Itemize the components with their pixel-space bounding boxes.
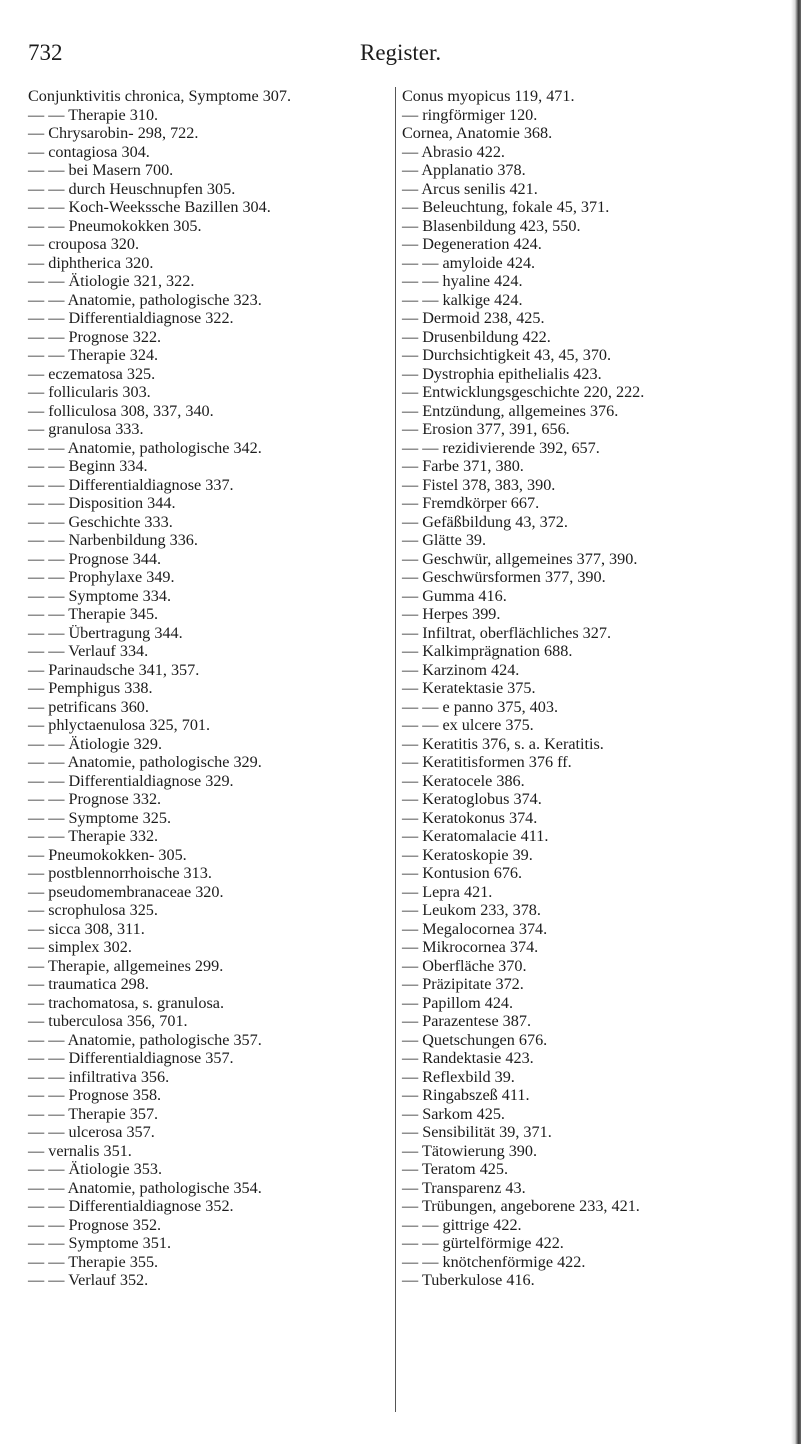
index-entry: — Farbe 371, 380. [402,457,782,476]
index-entry: — — Beginn 334. [28,457,393,476]
index-entry: — — durch Heuschnupfen 305. [28,180,393,199]
index-entry: — — Differentialdiagnose 322. [28,309,393,328]
index-entry: — Keratektasie 375. [402,679,782,698]
index-entry: — — Prognose 322. [28,328,393,347]
index-entry: — Kontusion 676. [402,864,782,883]
index-entry: — Erosion 377, 391, 656. [402,420,782,439]
index-entry: — — gürtelförmige 422. [402,1234,782,1253]
index-entry: — follicularis 303. [28,383,393,402]
index-entry: — Randektasie 423. [402,1049,782,1068]
index-entry: — petrificans 360. [28,698,393,717]
index-entry: — crouposa 320. [28,235,393,254]
index-entry: — Mikrocornea 374. [402,938,782,957]
index-entry: — — Differentialdiagnose 352. [28,1197,393,1216]
index-entry: — Geschwür, allgemeines 377, 390. [402,550,782,569]
index-entry: — — knötchenförmige 422. [402,1253,782,1272]
index-column-right [402,87,782,1290]
index-entry: — tuberculosa 356, 701. [28,1012,393,1031]
index-entry: — diphtherica 320. [28,254,393,273]
index-entry: — Keratocele 386. [402,772,782,791]
index-entry: — phlyctaenulosa 325, 701. [28,716,393,735]
index-entry: — — ulcerosa 357. [28,1123,393,1142]
index-entry: — — Prognose 352. [28,1216,393,1235]
index-entry: — Dystrophia epithelialis 423. [402,365,782,384]
index-entry: — ringförmiger 120. [402,106,782,125]
index-entry: — Tätowierung 390. [402,1142,782,1161]
index-entry: — — e panno 375, 403. [402,698,782,717]
index-entry: — Quetschungen 676. [402,1031,782,1050]
index-entry: — Herpes 399. [402,605,782,624]
index-entry: — granulosa 333. [28,420,393,439]
index-entry: — Durchsichtigkeit 43, 45, 370. [402,346,782,365]
index-entry: — Parinaudsche 341, 357. [28,661,393,680]
index-column-left [28,87,393,1290]
index-entry: — — kalkige 424. [402,291,782,310]
index-entry: — — Koch-Weekssche Bazillen 304. [28,198,393,217]
index-entry: — Entzündung, allgemeines 376. [402,402,782,421]
index-entry: — Teratom 425. [402,1160,782,1179]
index-entry: — — Symptome 325. [28,809,393,828]
index-entry: — Kalkimprägnation 688. [402,642,782,661]
index-entry: — Glätte 39. [402,531,782,550]
index-entry: — Dermoid 238, 425. [402,309,782,328]
index-entry: — Geschwürsformen 377, 390. [402,568,782,587]
index-entry: — vernalis 351. [28,1142,393,1161]
index-entry: — — bei Masern 700. [28,161,393,180]
index-entry: — Oberfläche 370. [402,957,782,976]
index-entry: — Reflexbild 39. [402,1068,782,1087]
index-entry: — Drusenbildung 422. [402,328,782,347]
index-entry: — contagiosa 304. [28,143,393,162]
index-entry: — Keratoglobus 374. [402,790,782,809]
index-entry: — — Therapie 355. [28,1253,393,1272]
index-entry: — Sarkom 425. [402,1105,782,1124]
index-entry: — — Übertragung 344. [28,624,393,643]
index-entry: — postblennorrhoische 313. [28,864,393,883]
running-head: Register. [360,40,442,65]
index-entry: — — Anatomie, pathologische 323. [28,291,393,310]
index-entry: — Fistel 378, 383, 390. [402,476,782,495]
index-entry: — Chrysarobin- 298, 722. [28,124,393,143]
index-entry: — — Ätiologie 321, 322. [28,272,393,291]
index-entry: — scrophulosa 325. [28,901,393,920]
index-entry: — eczematosa 325. [28,365,393,384]
column-divider [395,87,396,1412]
index-entry: — — Prognose 358. [28,1086,393,1105]
index-entry: — — Narbenbildung 336. [28,531,393,550]
index-entry: — Keratoskopie 39. [402,846,782,865]
index-entry: — — Anatomie, pathologische 342. [28,439,393,458]
index-entry: — Therapie, allgemeines 299. [28,957,393,976]
index-entry: — — Geschichte 333. [28,513,393,532]
index-entry: — — hyaline 424. [402,272,782,291]
index-entry: — Parazentese 387. [402,1012,782,1031]
index-entry: — simplex 302. [28,938,393,957]
index-entry: — Karzinom 424. [402,661,782,680]
index-entry: — — Ätiologie 329. [28,735,393,754]
index-entry: — Leukom 233, 378. [402,901,782,920]
index-entry: — — Differentialdiagnose 329. [28,772,393,791]
index-entry: — traumatica 298. [28,975,393,994]
index-entry: — — Disposition 344. [28,494,393,513]
index-entry: — — Pneumokokken 305. [28,217,393,236]
index-entry: — Tuberkulose 416. [402,1271,782,1290]
index-entry: — — Anatomie, pathologische 357. [28,1031,393,1050]
index-entry: — Entwicklungsgeschichte 220, 222. [402,383,782,402]
index-entry: — — Anatomie, pathologische 329. [28,753,393,772]
index-entry: — Applanatio 378. [402,161,782,180]
page-number: 732 [28,40,63,65]
index-entry: Cornea, Anatomie 368. [402,124,553,142]
index-entry: — Pneumokokken- 305. [28,846,393,865]
index-entry: — Keratitisformen 376 ff. [402,753,782,772]
index-entry: — — Therapie 345. [28,605,393,624]
index-entry: — — amyloide 424. [402,254,782,273]
index-entry: — Keratitis 376, s. a. Keratitis. [402,735,782,754]
index-entry: — — Anatomie, pathologische 354. [28,1179,393,1198]
index-entry: — — Differentialdiagnose 337. [28,476,393,495]
index-entry: — Transparenz 43. [402,1179,782,1198]
index-entry: — — infiltrativa 356. [28,1068,393,1087]
index-entry: — — Prognose 332. [28,790,393,809]
index-entry: — Ringabszeß 411. [402,1086,782,1105]
index-entry: — Arcus senilis 421. [402,180,782,199]
index-entry: — Lepra 421. [402,883,782,902]
index-entry: — — Ätiologie 353. [28,1160,393,1179]
index-entry: — Megalocornea 374. [402,920,782,939]
index-entry: — — Differentialdiagnose 357. [28,1049,393,1068]
index-entry: Conjunktivitis chronica, Symptome 307. [28,87,292,105]
index-entry: — — Symptome 334. [28,587,393,606]
index-entry: — — Prophylaxe 349. [28,568,393,587]
index-entry: — — Prognose 344. [28,550,393,569]
index-entry: — Infiltrat, oberflächliches 327. [402,624,782,643]
index-entry: — sicca 308, 311. [28,920,393,939]
index-entry: — Papillom 424. [402,994,782,1013]
index-entry: — Pemphigus 338. [28,679,393,698]
index-entry: — — ex ulcere 375. [402,716,782,735]
index-entry: — — rezidivierende 392, 657. [402,439,782,458]
index-entry: — Degeneration 424. [402,235,782,254]
page-edge-shadow [791,0,801,1444]
index-entry: — Beleuchtung, fokale 45, 371. [402,198,782,217]
index-entry: Conus myopicus 119, 471. [402,87,575,105]
index-entry: — Keratomalacie 411. [402,827,782,846]
index-entry: — — Verlauf 352. [28,1271,393,1290]
index-entry: — trachomatosa, s. granulosa. [28,994,393,1013]
index-entry: — — gittrige 422. [402,1216,782,1235]
index-entry: — Sensibilität 39, 371. [402,1123,782,1142]
index-entry: — Blasenbildung 423, 550. [402,217,782,236]
index-entry: — Fremdkörper 667. [402,494,782,513]
index-entry: — — Verlauf 334. [28,642,393,661]
index-entry: — Keratokonus 374. [402,809,782,828]
index-entry: — — Therapie 310. [28,106,393,125]
index-entry: — folliculosa 308, 337, 340. [28,402,393,421]
index-entry: — pseudomembranaceae 320. [28,883,393,902]
index-entry: — Präzipitate 372. [402,975,782,994]
index-entry: — — Symptome 351. [28,1234,393,1253]
index-entry: — Gumma 416. [402,587,782,606]
index-entry: — — Therapie 324. [28,346,393,365]
index-entry: — — Therapie 332. [28,827,393,846]
index-entry: — Trübungen, angeborene 233, 421. [402,1197,782,1216]
index-entry: — — Therapie 357. [28,1105,393,1124]
index-entry: — Gefäßbildung 43, 372. [402,513,782,532]
index-entry: — Abrasio 422. [402,143,782,162]
